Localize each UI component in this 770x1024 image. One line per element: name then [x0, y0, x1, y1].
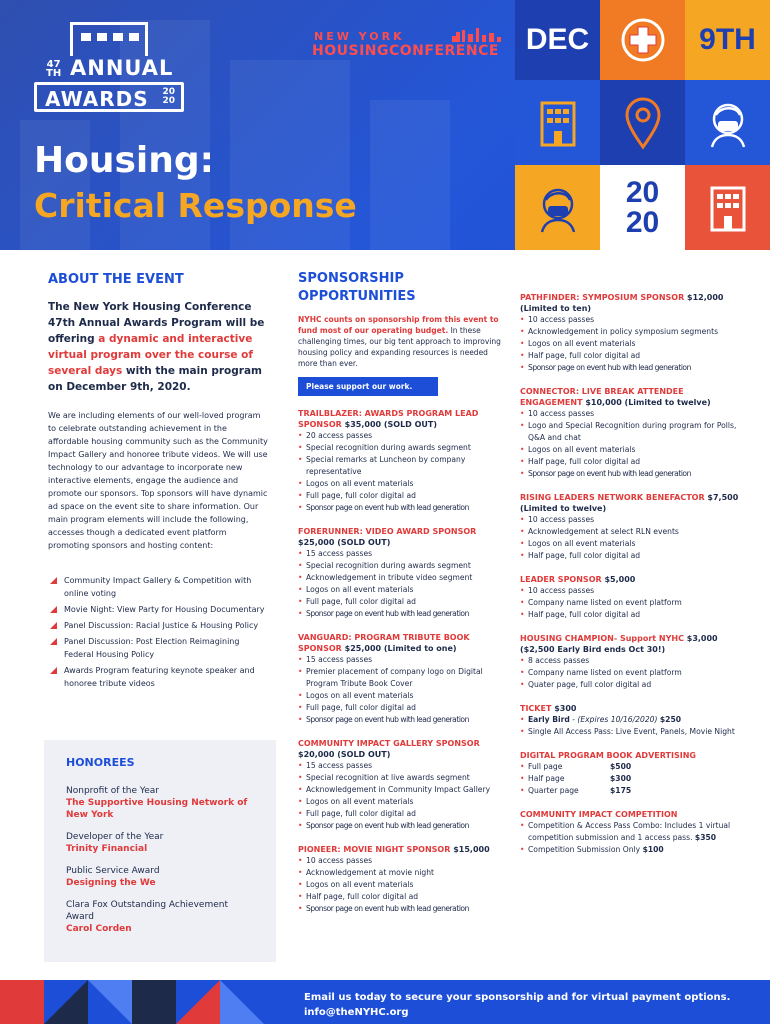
list-item: • Logos on all event materials	[298, 690, 504, 702]
list-item: • Sponsor page on event hub with lead generation	[298, 714, 504, 726]
advertising-section: DIGITAL PROGRAM BOOK ADVERTISING • Full page $500 • Half page $300 • Quarter page $175	[520, 750, 740, 797]
list-item: • Company name listed on event platform	[520, 597, 740, 609]
honoree: Nonprofit of the Year The Supportive Housing Network of New York	[66, 786, 248, 820]
list-item: • 8 access passes	[520, 655, 740, 667]
location-pin-icon	[623, 95, 663, 151]
list-item: Movie Night: View Party for Housing Documentary	[64, 603, 268, 616]
list-item: • Logos on all event materials	[298, 796, 504, 808]
hero-title-line1: Housing:	[34, 140, 215, 181]
list-item: • Special recognition at live awards segment	[298, 772, 504, 784]
list-item: • Logo and Special Recognition during program for Polls, Q&A and chat	[520, 420, 740, 444]
about-column	[48, 272, 268, 693]
list-item: • Half page, full color digital ad	[520, 550, 740, 562]
building-icon	[536, 99, 580, 147]
list-item: • Logos on all event materials	[298, 879, 504, 891]
list-item: • Acknowledgement at select RLN events	[520, 526, 740, 538]
tile-person-mask	[685, 80, 770, 165]
list-item: • Competition Submission Only $100	[520, 844, 740, 856]
tile-building	[515, 80, 600, 165]
list-item: • 20 access passes	[298, 430, 504, 442]
sponsorship-intro: NYHC counts on sponsorship from this event to fund most of our operating budget. In these challenging times, our big tent approach to improving housing policy and expanding resources is needed more than ever.	[298, 315, 501, 368]
main-content	[0, 250, 770, 980]
honorees-heading: HONOREES	[66, 756, 135, 769]
about-body: We are including elements of our well-loved program to celebrate outstanding achievement in the affordable housing community such as the Community Impact Gallery and honoree tribute videos. We will use technology to our advantage to incorporate new interactive elements, engage the audience and promote our sponsors. Top sponsors will have dynamic ad space on the event site to share information. Our main program elements will include the following, accesses though a dedicated event platform promoting sponsors and hosting content:	[48, 411, 268, 550]
list-item: • Competition & Access Pass Combo: Includes 1 virtual competition submission and 1 access pass. $350	[520, 820, 740, 844]
list-item: • Acknowledgement in tribute video segment	[298, 572, 504, 584]
honorees-box	[44, 740, 276, 962]
list-item: • 10 access passes	[520, 585, 740, 597]
list-item: • Early Bird - (Expires 10/16/2020) $250	[520, 714, 740, 726]
tile-person	[515, 165, 600, 250]
list-item: • 15 access passes	[298, 760, 504, 772]
apartment-icon	[706, 184, 750, 232]
list-item: • Full page, full color digital ad	[298, 596, 504, 608]
annual-awards-logo: 47 TH ANNUAL AWARDS 20 20	[34, 22, 184, 114]
tile-location	[600, 80, 685, 165]
ad-row: • Full page $500	[520, 761, 740, 773]
honoree: Clara Fox Outstanding Achievement Award Carol Corden	[66, 900, 228, 934]
list-item: • Special recognition during awards segment	[298, 560, 504, 572]
nyhc-logo: NEW YORK HOUSINGCONFERENCE	[312, 30, 502, 59]
list-item: Community Impact Gallery & Competition with online voting	[64, 574, 268, 600]
tile-building-2	[685, 165, 770, 250]
competition-section: COMMUNITY IMPACT COMPETITION • Competition & Access Pass Combo: Includes 1 virtual competition submission and 1 access pass. $350 • Competition Submission Only $100	[520, 809, 740, 856]
sponsor-package: RISING LEADERS NETWORK BENEFACTOR $7,500 (Limited to twelve) • 10 access passes • Acknowledgement at select RLN events • Logos on all event materials • Half page, full color digital ad	[520, 492, 740, 562]
list-item: • Acknowledgement in Community Impact Gallery	[298, 784, 504, 796]
sponsor-package: CONNECTOR: LIVE BREAK ATTENDEE ENGAGEMENT $10,000 (Limited to twelve) • 10 access passes • Logo and Special Recognition during program for Polls, Q&A and chat • Logos on all event materials • Half page, full color digital ad • Sponsor page on event hub with lead generation	[520, 386, 740, 480]
list-item: • Logos on all event materials	[520, 338, 740, 350]
logo-line2: AWARDS	[45, 87, 149, 111]
about-heading: ABOUT THE EVENT	[48, 272, 184, 287]
sponsor-packages-right	[520, 292, 740, 691]
sponsor-package: FORERUNNER: VIDEO AWARD SPONSOR $25,000 (SOLD OUT) • 15 access passes • Special recognition during awards segment • Acknowledgement in tribute video segment • Logos on all event materials • Full page, full color digital ad • Sponsor page on event hub with lead generation	[298, 526, 504, 620]
list-item: • Special recognition during awards segment	[298, 442, 504, 454]
list-item: • Single All Access Pass: Live Event, Panels, Movie Night	[520, 726, 740, 738]
honoree: Developer of the Year Trinity Financial	[66, 832, 164, 854]
list-item: • Logos on all event materials	[298, 478, 504, 490]
sponsor-package: PIONEER: MOVIE NIGHT SPONSOR $15,000 • 10 access passes • Acknowledgement at movie night • Logos on all event materials • Half page, full color digital ad • Sponsor page on event hub with lead generation	[298, 844, 504, 915]
list-item: • Sponsor page on event hub with lead generation	[298, 903, 504, 915]
list-item: Panel Discussion: Post Election Reimagining Federal Housing Policy	[64, 635, 268, 661]
person-mask-icon	[534, 182, 582, 234]
tile-medical	[600, 0, 685, 80]
footer-pattern	[0, 980, 300, 1024]
list-item: • Logos on all event materials	[520, 538, 740, 550]
tile-year: 20 20	[600, 165, 685, 250]
list-item: • Sponsor page on event hub with lead generation	[298, 608, 504, 620]
footer-message: Email us today to secure your sponsorship and for virtual payment options. info@theNYHC.org	[304, 992, 731, 1018]
sponsor-package: TRAILBLAZER: AWARDS PROGRAM LEAD SPONSOR $35,000 (SOLD OUT) • 20 access passes • Special recognition during awards segment • Special remarks at Luncheon by company representative • Logos on all event materials • Full page, full color digital ad • Sponsor page on event hub with lead generation	[298, 408, 504, 514]
list-item: • Special remarks at Luncheon by company representative	[298, 454, 504, 478]
hero-title-line2: Critical Response	[34, 186, 357, 225]
program-elements-list	[48, 574, 268, 690]
ticket-section: TICKET $300 • Early Bird - (Expires 10/16/2020) $250 • Single All Access Pass: Live Event, Panels, Movie Night	[520, 703, 740, 738]
list-item: • Sponsor page on event hub with lead generation	[298, 820, 504, 832]
list-item: • 10 access passes	[520, 514, 740, 526]
list-item: • Half page, full color digital ad	[520, 609, 740, 621]
list-item: • Half page, full color digital ad	[298, 891, 504, 903]
list-item: • Half page, full color digital ad	[520, 456, 740, 468]
list-item: • Full page, full color digital ad	[298, 702, 504, 714]
tile-9th: 9TH	[685, 0, 770, 80]
footer	[0, 980, 770, 1024]
list-item: • Sponsor page on event hub with lead generation	[520, 362, 740, 374]
email-link[interactable]: info@theNYHC.org	[304, 1007, 409, 1018]
list-item: • 10 access passes	[520, 408, 740, 420]
logo-line1: ANNUAL	[70, 56, 174, 80]
tile-dec: DEC	[515, 0, 600, 80]
medical-cross-icon	[620, 17, 666, 63]
skyline-icon	[452, 28, 504, 42]
list-item: • Acknowledgement at movie night	[298, 867, 504, 879]
sponsor-package: VANGUARD: PROGRAM TRIBUTE BOOK SPONSOR $25,000 (Limited to one) • 15 access passes • Premier placement of company logo on Digital Program Tribute Book Cover • Logos on all event materials • Full page, full color digital ad • Sponsor page on event hub with lead generation	[298, 632, 504, 726]
sponsor-package: COMMUNITY IMPACT GALLERY SPONSOR $20,000 (SOLD OUT) • 15 access passes • Special recognition at live awards segment • Acknowledgement in Community Impact Gallery • Logos on all event materials • Full page, full color digital ad • Sponsor page on event hub with lead generation	[298, 738, 504, 832]
ad-row: • Quarter page $175	[520, 785, 740, 797]
sponsorship-column-right	[520, 280, 740, 856]
list-item: • 15 access passes	[298, 654, 504, 666]
list-item: • Sponsor page on event hub with lead generation	[520, 468, 740, 480]
list-item: • Company name listed on event platform	[520, 667, 740, 679]
support-banner: Please support our work.	[298, 377, 438, 396]
sponsor-packages-left	[298, 408, 504, 915]
ad-row: • Half page $300	[520, 773, 740, 785]
hero-banner	[0, 0, 770, 250]
masked-person-icon	[704, 97, 752, 149]
honoree: Public Service Award Designing the We	[66, 866, 160, 888]
list-item: • 10 access passes	[520, 314, 740, 326]
about-intro: The New York Housing Conference 47th Annual Awards Program will be offering a dynamic and interactive virtual program over the course of several days with the main program on December 9th, 2020.	[48, 301, 265, 393]
list-item: • Premier placement of company logo on Digital Program Tribute Book Cover	[298, 666, 504, 690]
list-item: • Full page, full color digital ad	[298, 490, 504, 502]
list-item: • Quater page, full color digital ad	[520, 679, 740, 691]
list-item: • Logos on all event materials	[298, 584, 504, 596]
list-item: • 10 access passes	[298, 855, 504, 867]
sponsor-package: LEADER SPONSOR $5,000 • 10 access passes • Company name listed on event platform • Half page, full color digital ad	[520, 574, 740, 621]
sponsorship-heading: SPONSORSHIP OPPORTUNITIES	[298, 271, 416, 304]
list-item: Panel Discussion: Racial Justice & Housing Policy	[64, 619, 268, 632]
list-item: • 15 access passes	[298, 548, 504, 560]
sponsor-package: HOUSING CHAMPION- Support NYHC $3,000 ($2,500 Early Bird ends Oct 30!) • 8 access passes • Company name listed on event platform • Quater page, full color digital ad	[520, 633, 740, 691]
list-item: • Acknowledgement in policy symposium segments	[520, 326, 740, 338]
sponsor-package: PATHFINDER: SYMPOSIUM SPONSOR $12,000 (Limited to ten) • 10 access passes • Acknowledgement in policy symposium segments • Logos on all event materials • Half page, full color digital ad • Sponsor page on event hub with lead generation	[520, 292, 740, 374]
list-item: • Half page, full color digital ad	[520, 350, 740, 362]
list-item: • Logos on all event materials	[520, 444, 740, 456]
list-item: • Full page, full color digital ad	[298, 808, 504, 820]
list-item: • Sponsor page on event hub with lead generation	[298, 502, 504, 514]
list-item: Awards Program featuring keynote speaker and honoree tribute videos	[64, 664, 268, 690]
sponsorship-column	[298, 270, 504, 915]
